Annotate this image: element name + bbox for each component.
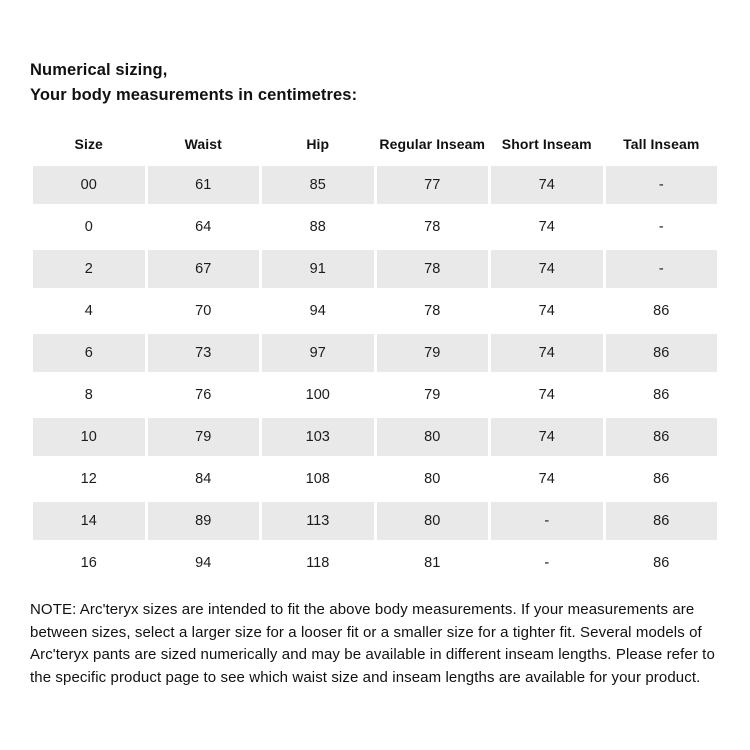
table-row <box>33 376 717 414</box>
table-cell: 108 <box>262 460 374 498</box>
table-row <box>33 250 717 288</box>
table-cell: 70 <box>148 292 260 330</box>
table-cell: 78 <box>377 208 489 246</box>
table-cell: 103 <box>262 418 374 456</box>
table-cell: - <box>606 208 718 246</box>
table-cell: 74 <box>491 250 603 288</box>
size-table-header <box>33 126 717 162</box>
table-cell: 8 <box>33 376 145 414</box>
table-cell: 86 <box>606 502 718 540</box>
table-cell: 86 <box>606 460 718 498</box>
table-cell: 80 <box>377 502 489 540</box>
table-cell: 86 <box>606 544 718 582</box>
size-table <box>30 122 720 586</box>
table-cell: 86 <box>606 334 718 372</box>
table-row <box>33 460 717 498</box>
table-cell: 61 <box>148 166 260 204</box>
table-cell: 94 <box>262 292 374 330</box>
table-cell: 12 <box>33 460 145 498</box>
table-cell: 0 <box>33 208 145 246</box>
column-header-hip: Hip <box>306 136 330 152</box>
table-cell: 74 <box>491 334 603 372</box>
table-cell: - <box>491 544 603 582</box>
table-cell: 80 <box>377 460 489 498</box>
table-row <box>33 418 717 456</box>
table-cell: - <box>491 502 603 540</box>
table-cell: 81 <box>377 544 489 582</box>
table-cell: 74 <box>491 460 603 498</box>
column-header-tall-inseam: Tall Inseam <box>623 136 700 152</box>
table-cell: 74 <box>491 292 603 330</box>
table-cell: 94 <box>148 544 260 582</box>
table-cell: 113 <box>262 502 374 540</box>
table-cell: 76 <box>148 376 260 414</box>
table-row <box>33 166 717 204</box>
table-cell: 2 <box>33 250 145 288</box>
table-cell: 86 <box>606 376 718 414</box>
column-header-regular-inseam: Regular Inseam <box>379 136 486 152</box>
table-cell: 86 <box>606 292 718 330</box>
table-cell: 4 <box>33 292 145 330</box>
table-cell: 88 <box>262 208 374 246</box>
table-row <box>33 208 717 246</box>
table-cell: 100 <box>262 376 374 414</box>
table-cell: 64 <box>148 208 260 246</box>
column-header-waist: Waist <box>184 136 222 152</box>
table-row <box>33 502 717 540</box>
table-cell: 79 <box>148 418 260 456</box>
table-cell: 74 <box>491 376 603 414</box>
table-cell: 86 <box>606 418 718 456</box>
note-text: NOTE: Arc'teryx sizes are intended to fit the above body measurements. If your measurements are between sizes, select a larger size for a looser fit or a smaller size for a tighter fit. Several models of Arc'teryx pants are sized numerically and may be available in different inseam lengths. Please refer to the specific product page to see which waist size and inseam lengths are available for your product. <box>30 601 715 686</box>
table-cell: 97 <box>262 334 374 372</box>
table-row <box>33 544 717 582</box>
table-cell: 89 <box>148 502 260 540</box>
table-cell: 84 <box>148 460 260 498</box>
table-cell: 118 <box>262 544 374 582</box>
title-line-1: Numerical sizing, <box>30 61 168 79</box>
table-cell: 67 <box>148 250 260 288</box>
table-cell: 80 <box>377 418 489 456</box>
table-cell: - <box>606 166 718 204</box>
table-cell: 79 <box>377 334 489 372</box>
table-row <box>33 292 717 330</box>
page-title <box>30 58 720 108</box>
table-cell: 91 <box>262 250 374 288</box>
table-cell: 6 <box>33 334 145 372</box>
column-header-size: Size <box>74 136 103 152</box>
table-cell: - <box>606 250 718 288</box>
table-cell: 16 <box>33 544 145 582</box>
table-cell: 00 <box>33 166 145 204</box>
table-row <box>33 334 717 372</box>
table-cell: 78 <box>377 292 489 330</box>
table-cell: 78 <box>377 250 489 288</box>
table-cell: 79 <box>377 376 489 414</box>
table-cell: 85 <box>262 166 374 204</box>
table-cell: 74 <box>491 418 603 456</box>
table-cell: 74 <box>491 208 603 246</box>
header-row <box>33 126 717 162</box>
table-cell: 77 <box>377 166 489 204</box>
table-cell: 73 <box>148 334 260 372</box>
size-table-body <box>33 166 717 582</box>
table-cell: 14 <box>33 502 145 540</box>
table-cell: 10 <box>33 418 145 456</box>
table-cell: 74 <box>491 166 603 204</box>
title-line-2: Your body measurements in centimetres: <box>30 86 358 104</box>
column-header-short-inseam: Short Inseam <box>501 136 592 152</box>
